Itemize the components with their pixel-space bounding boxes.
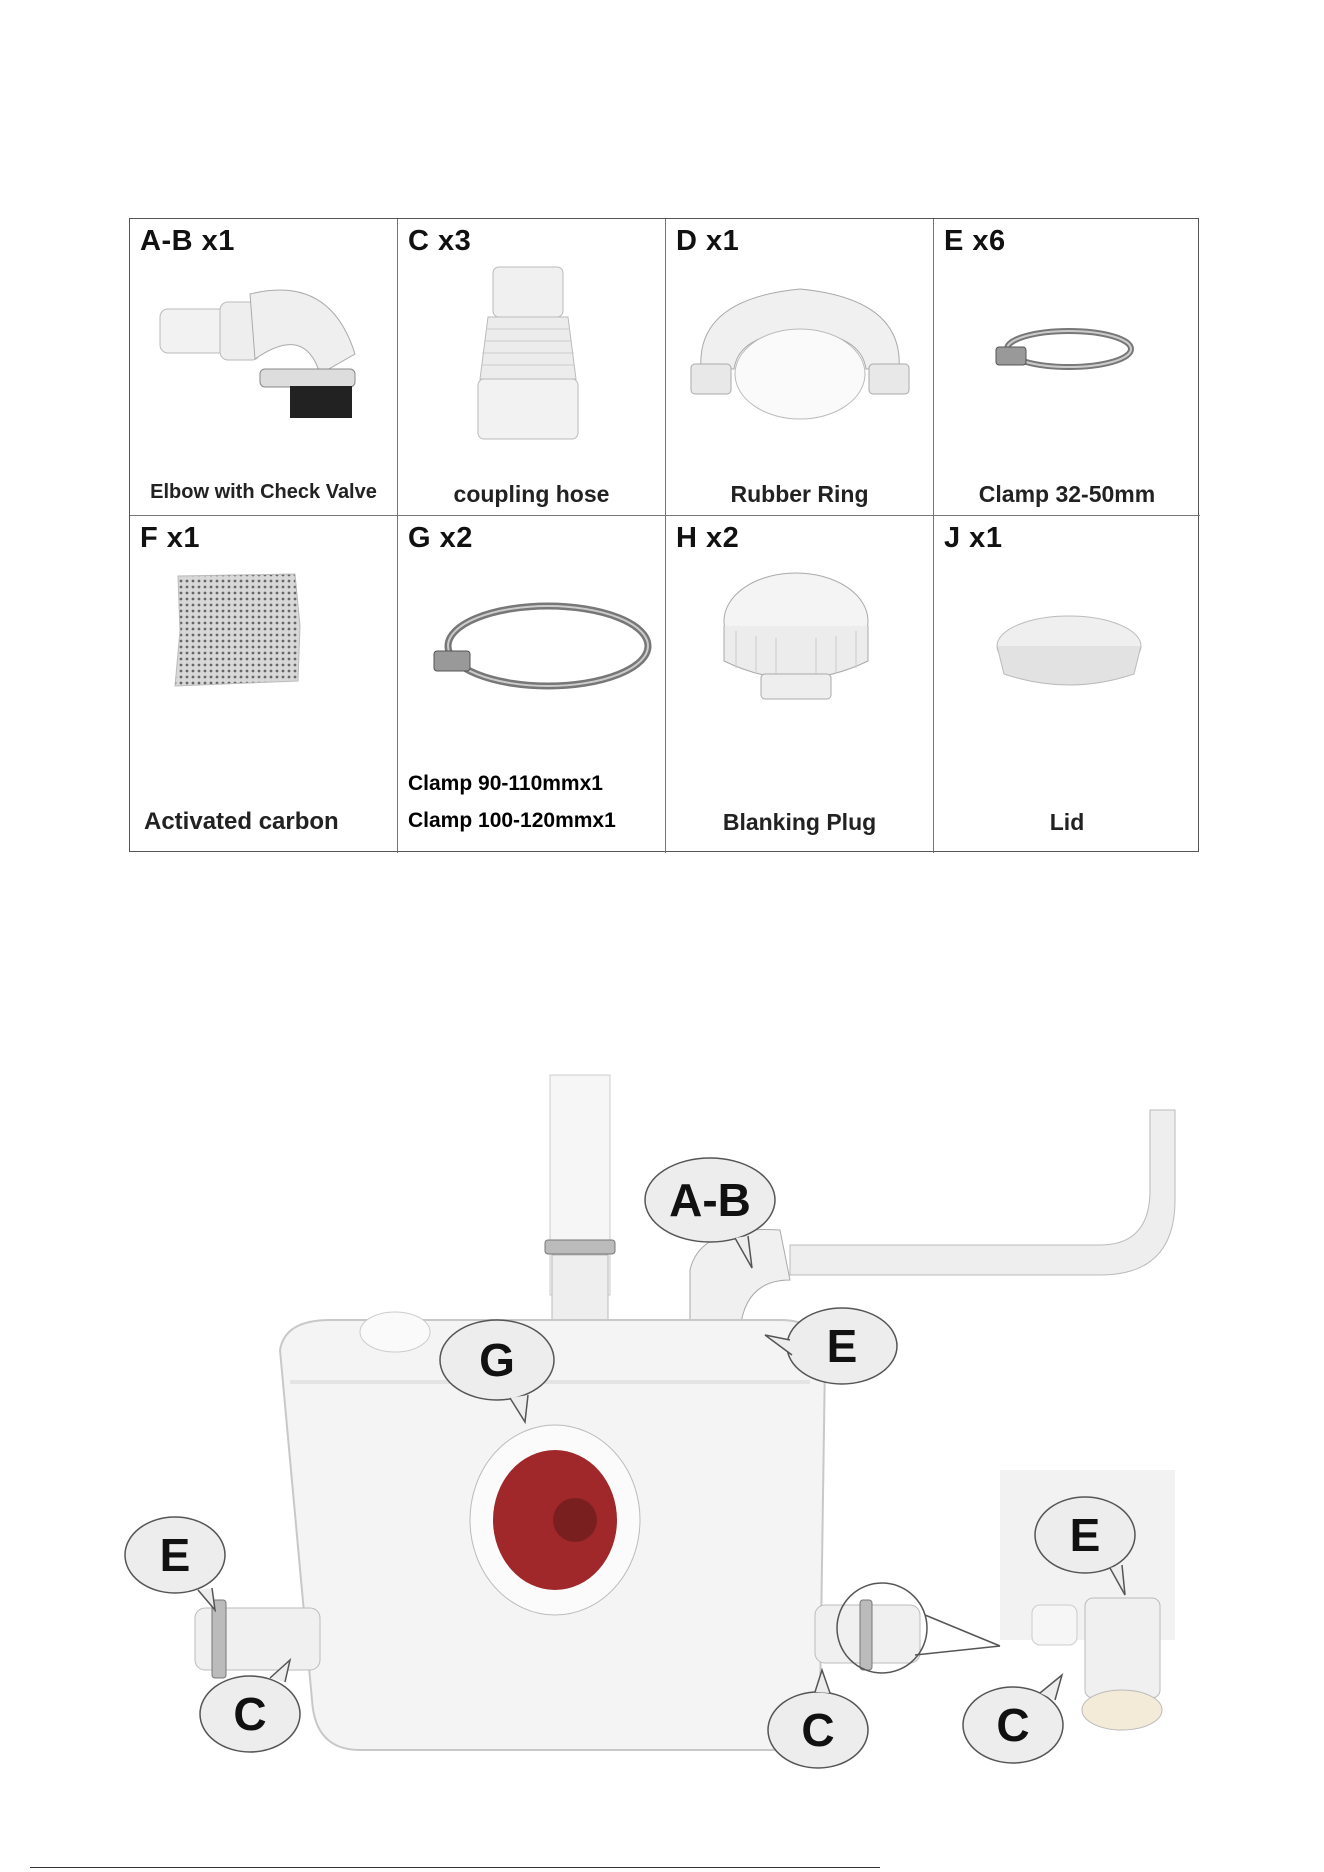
outlet-pipe xyxy=(790,1110,1175,1275)
part-name: coupling hose xyxy=(453,481,610,507)
part-name-line1: Clamp 90-110mmx1 xyxy=(408,772,603,795)
part-code: G x2 xyxy=(408,522,473,554)
part-code: C x3 xyxy=(408,225,472,257)
rubber-ring-icon xyxy=(666,259,934,459)
part-code: H x2 xyxy=(676,522,740,554)
part-cell-f xyxy=(130,516,398,853)
detail-coupling xyxy=(1085,1598,1160,1698)
part-cell-d xyxy=(666,219,934,516)
left-clamp xyxy=(212,1600,226,1678)
callout-g-label: G xyxy=(479,1334,515,1386)
part-code: D x1 xyxy=(676,225,740,257)
pipe-clamp xyxy=(545,1240,615,1254)
impeller-hub xyxy=(553,1498,597,1542)
lid-line xyxy=(290,1380,810,1384)
blanking-plug-icon xyxy=(666,566,934,746)
callout-e-top-label: E xyxy=(826,1320,858,1372)
detail-stub xyxy=(1032,1605,1077,1645)
detail-line-top xyxy=(925,1615,1000,1646)
installation-diagram xyxy=(0,1050,1324,1850)
part-name-line2: Clamp 100-120mmx1 xyxy=(408,809,616,832)
part-cell-j xyxy=(934,516,1200,853)
callout-e-right-label: E xyxy=(1069,1509,1101,1561)
part-code: F x1 xyxy=(140,522,201,554)
small-clamp-icon xyxy=(934,259,1200,459)
part-name: Blanking Plug xyxy=(722,809,877,835)
part-name: Clamp 32-50mm xyxy=(978,481,1156,507)
lid-icon xyxy=(934,586,1200,766)
part-code: J x1 xyxy=(944,522,1003,554)
callout-c-right xyxy=(963,1675,1063,1763)
part-code: E x6 xyxy=(944,225,1006,257)
activated-carbon-icon xyxy=(130,566,398,746)
pipe-coupling xyxy=(552,1255,608,1325)
elbow-check-valve-icon xyxy=(130,264,398,464)
callout-e-left xyxy=(125,1517,225,1610)
detail-opening xyxy=(1082,1690,1162,1730)
parts-table xyxy=(129,218,1199,852)
vent-cap xyxy=(360,1312,430,1352)
part-code: A-B x1 xyxy=(140,225,235,257)
footer-rule xyxy=(30,1867,880,1868)
callout-c-right-label: C xyxy=(996,1699,1030,1751)
part-name: Elbow with Check Valve xyxy=(150,481,377,503)
right-clamp xyxy=(860,1600,872,1670)
part-cell-g xyxy=(398,516,666,853)
coupling-hose-icon xyxy=(398,239,666,449)
large-clamp-icon xyxy=(398,576,666,756)
part-name: Rubber Ring xyxy=(730,481,869,507)
part-cell-e xyxy=(934,219,1200,516)
part-cell-ab xyxy=(130,219,398,516)
part-name: Activated carbon xyxy=(144,808,339,835)
part-cell-c xyxy=(398,219,666,516)
part-name: Lid xyxy=(1049,809,1085,835)
callout-e-left-label: E xyxy=(159,1529,191,1581)
callout-c-left-label: C xyxy=(233,1688,267,1740)
part-cell-h xyxy=(666,516,934,853)
callout-ab-label: A-B xyxy=(669,1174,751,1226)
callout-c-mid-label: C xyxy=(801,1704,835,1756)
detail-line-bottom xyxy=(915,1646,1000,1655)
